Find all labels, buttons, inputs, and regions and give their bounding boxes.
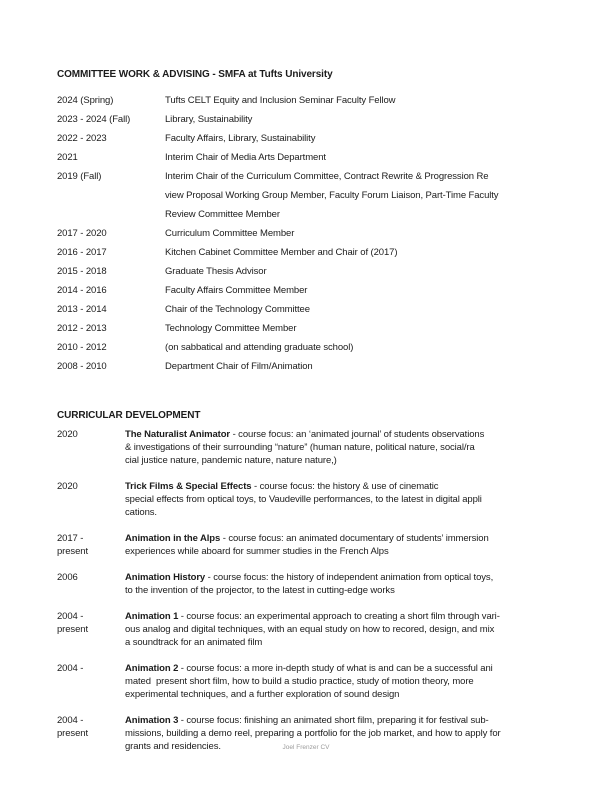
entry-description <box>125 532 582 558</box>
entry-date: 2008 - 2010 <box>57 361 107 372</box>
entry-date: 2014 - 2016 <box>57 285 107 296</box>
description-line: Interim Chair of the Curriculum Committee, Contract Rewrite & Progression Re <box>165 171 489 182</box>
entry-date <box>57 610 125 636</box>
description-line: Technology Committee Member <box>165 323 297 334</box>
entry-date-line: present <box>57 546 88 557</box>
committee-entry <box>57 91 582 110</box>
committee-entry <box>57 338 582 357</box>
entry-date: 2013 - 2014 <box>57 304 107 315</box>
description-line: view Proposal Working Group Member, Faculty Forum Liaison, Part-Time Faculty <box>165 190 499 201</box>
line-text: - course focus: an experimental approach to creating a short film through vari- <box>178 611 500 622</box>
committee-section-title: COMMITTEE WORK & ADVISING - SMFA at Tufts University <box>57 69 333 80</box>
entry-date-line: present <box>57 728 88 739</box>
line-text: missions, building a demo reel, preparing a portfolio for the job market, and how to apply for <box>125 728 501 739</box>
description-line <box>125 584 582 597</box>
entry-description <box>165 148 582 167</box>
curricular-section-title: CURRICULAR DEVELOPMENT <box>57 410 201 421</box>
course-title: Trick Films & Special Effects <box>125 481 252 492</box>
description-line <box>125 480 582 493</box>
course-title: Animation 1 <box>125 611 179 622</box>
line-text: grants and residencies. <box>125 741 221 752</box>
committee-entry <box>57 129 582 148</box>
entry-date <box>57 571 125 584</box>
curricular-section <box>57 409 582 753</box>
curricular-entry <box>57 571 582 597</box>
entry-date <box>57 532 125 558</box>
committee-entry <box>57 262 582 281</box>
entry-description <box>125 610 582 649</box>
description-line <box>125 441 582 454</box>
entry-date: 2022 - 2023 <box>57 133 107 144</box>
line-text: ous analog and digital techniques, with an equal study on how to recored, design, and mix <box>125 624 495 635</box>
entry-date <box>57 662 125 675</box>
description-line: Review Committee Member <box>165 209 280 220</box>
course-title: Animation in the Alps <box>125 533 221 544</box>
entry-description <box>125 571 582 597</box>
description-line <box>125 532 582 545</box>
course-title: Animation History <box>125 572 206 583</box>
entry-date <box>57 428 125 441</box>
entry-description <box>125 480 582 519</box>
line-text: a soundtrack for an animated film <box>125 637 263 648</box>
entry-date-line: 2020 <box>57 481 78 492</box>
committee-entry <box>57 300 582 319</box>
entry-description <box>165 319 582 338</box>
entry-date: 2016 - 2017 <box>57 247 107 258</box>
entry-description <box>165 281 582 300</box>
description-line <box>125 714 582 727</box>
entry-description <box>165 91 582 110</box>
line-text: special effects from optical toys, to Vaudeville performances, to the latest in digital appli <box>125 494 482 505</box>
committee-entry <box>57 148 582 167</box>
entry-description <box>165 224 582 243</box>
curricular-entry <box>57 532 582 558</box>
line-text: cations. <box>125 507 157 518</box>
description-line: Library, Sustainability <box>165 114 253 125</box>
description-line: (on sabbatical and attending graduate school) <box>165 342 354 353</box>
description-line: Chair of the Technology Committee <box>165 304 310 315</box>
entry-date: 2021 <box>57 152 78 163</box>
committee-entry <box>57 319 582 338</box>
curricular-entry <box>57 662 582 701</box>
entry-description <box>165 338 582 357</box>
description-line <box>125 610 582 623</box>
course-title: Animation 3 <box>125 715 179 726</box>
committee-entry <box>57 224 582 243</box>
committee-entry <box>57 167 582 224</box>
committee-entries <box>57 91 582 376</box>
line-text: - course focus: an ‘animated journal’ of students observations <box>230 429 485 440</box>
description-line <box>125 428 582 441</box>
entry-date: 2019 (Fall) <box>57 171 102 182</box>
entry-description <box>165 243 582 262</box>
line-text: & investigations of their surrounding “nature” (human nature, political nature, social/ra <box>125 442 475 453</box>
curricular-entry <box>57 610 582 649</box>
entry-date <box>57 714 125 740</box>
entry-description <box>165 110 582 129</box>
entry-date-line: 2006 <box>57 572 78 583</box>
description-line: Curriculum Committee Member <box>165 228 295 239</box>
course-title: The Naturalist Animator <box>125 429 231 440</box>
line-text: experiences while aboard for summer studies in the French Alps <box>125 546 389 557</box>
entry-date-line: present <box>57 624 88 635</box>
curricular-entry <box>57 428 582 467</box>
description-line <box>125 454 582 467</box>
entry-date-line: 2017 - <box>57 533 84 544</box>
committee-section <box>57 68 582 376</box>
line-text: - course focus: finishing an animated short film, preparing it for festival sub- <box>178 715 489 726</box>
entry-description <box>125 428 582 467</box>
description-line: Tufts CELT Equity and Inclusion Seminar Faculty Fellow <box>165 95 396 106</box>
entry-date-line: 2020 <box>57 429 78 440</box>
entry-date <box>57 480 125 493</box>
description-line <box>125 623 582 636</box>
description-line: Faculty Affairs, Library, Sustainability <box>165 133 316 144</box>
description-line <box>125 727 582 740</box>
entry-date-line: 2004 - <box>57 611 84 622</box>
description-line <box>125 493 582 506</box>
entry-description <box>165 167 582 224</box>
entry-description <box>165 300 582 319</box>
line-text: mated present short film, how to build a studio practice, study of motion theory, more <box>125 676 474 687</box>
description-line <box>125 675 582 688</box>
description-line: Interim Chair of Media Arts Department <box>165 152 326 163</box>
line-text: to the invention of the projector, to the latest in cutting-edge works <box>125 585 395 596</box>
entry-description <box>165 129 582 148</box>
page-footer: Joel Frenzer CV <box>282 744 330 751</box>
description-line <box>125 662 582 675</box>
line-text: cial justice nature, pandemic nature, nature nature,) <box>125 455 337 466</box>
description-line <box>125 571 582 584</box>
description-line: Department Chair of Film/Animation <box>165 361 313 372</box>
curricular-entries <box>57 428 582 753</box>
committee-entry <box>57 357 582 376</box>
description-line <box>125 545 582 558</box>
description-line: Faculty Affairs Committee Member <box>165 285 308 296</box>
description-line <box>125 506 582 519</box>
line-text: - course focus: an animated documentary of students’ immersion <box>220 533 489 544</box>
curricular-entry <box>57 480 582 519</box>
line-text: experimental techniques, and a further exploration of sound design <box>125 689 400 700</box>
description-line: Kitchen Cabinet Committee Member and Chair of (2017) <box>165 247 398 258</box>
entry-date: 2015 - 2018 <box>57 266 107 277</box>
description-line <box>125 688 582 701</box>
entry-date: 2017 - 2020 <box>57 228 107 239</box>
entry-date: 2024 (Spring) <box>57 95 114 106</box>
entry-date: 2023 - 2024 (Fall) <box>57 114 131 125</box>
entry-date-line: 2004 - <box>57 663 84 674</box>
entry-description <box>165 357 582 376</box>
entry-date: 2012 - 2013 <box>57 323 107 334</box>
entry-description <box>165 262 582 281</box>
entry-description <box>125 662 582 701</box>
description-line: Graduate Thesis Advisor <box>165 266 267 277</box>
entry-date-line: 2004 - <box>57 715 84 726</box>
course-title: Animation 2 <box>125 663 179 674</box>
line-text: - course focus: the history of independent animation from optical toys, <box>205 572 494 583</box>
line-text: - course focus: a more in-depth study of what is and can be a successful ani <box>178 663 493 674</box>
line-text: - course focus: the history & use of cinematic <box>251 481 439 492</box>
committee-entry <box>57 243 582 262</box>
committee-entry <box>57 281 582 300</box>
entry-date: 2010 - 2012 <box>57 342 107 353</box>
description-line <box>125 636 582 649</box>
committee-entry <box>57 110 582 129</box>
